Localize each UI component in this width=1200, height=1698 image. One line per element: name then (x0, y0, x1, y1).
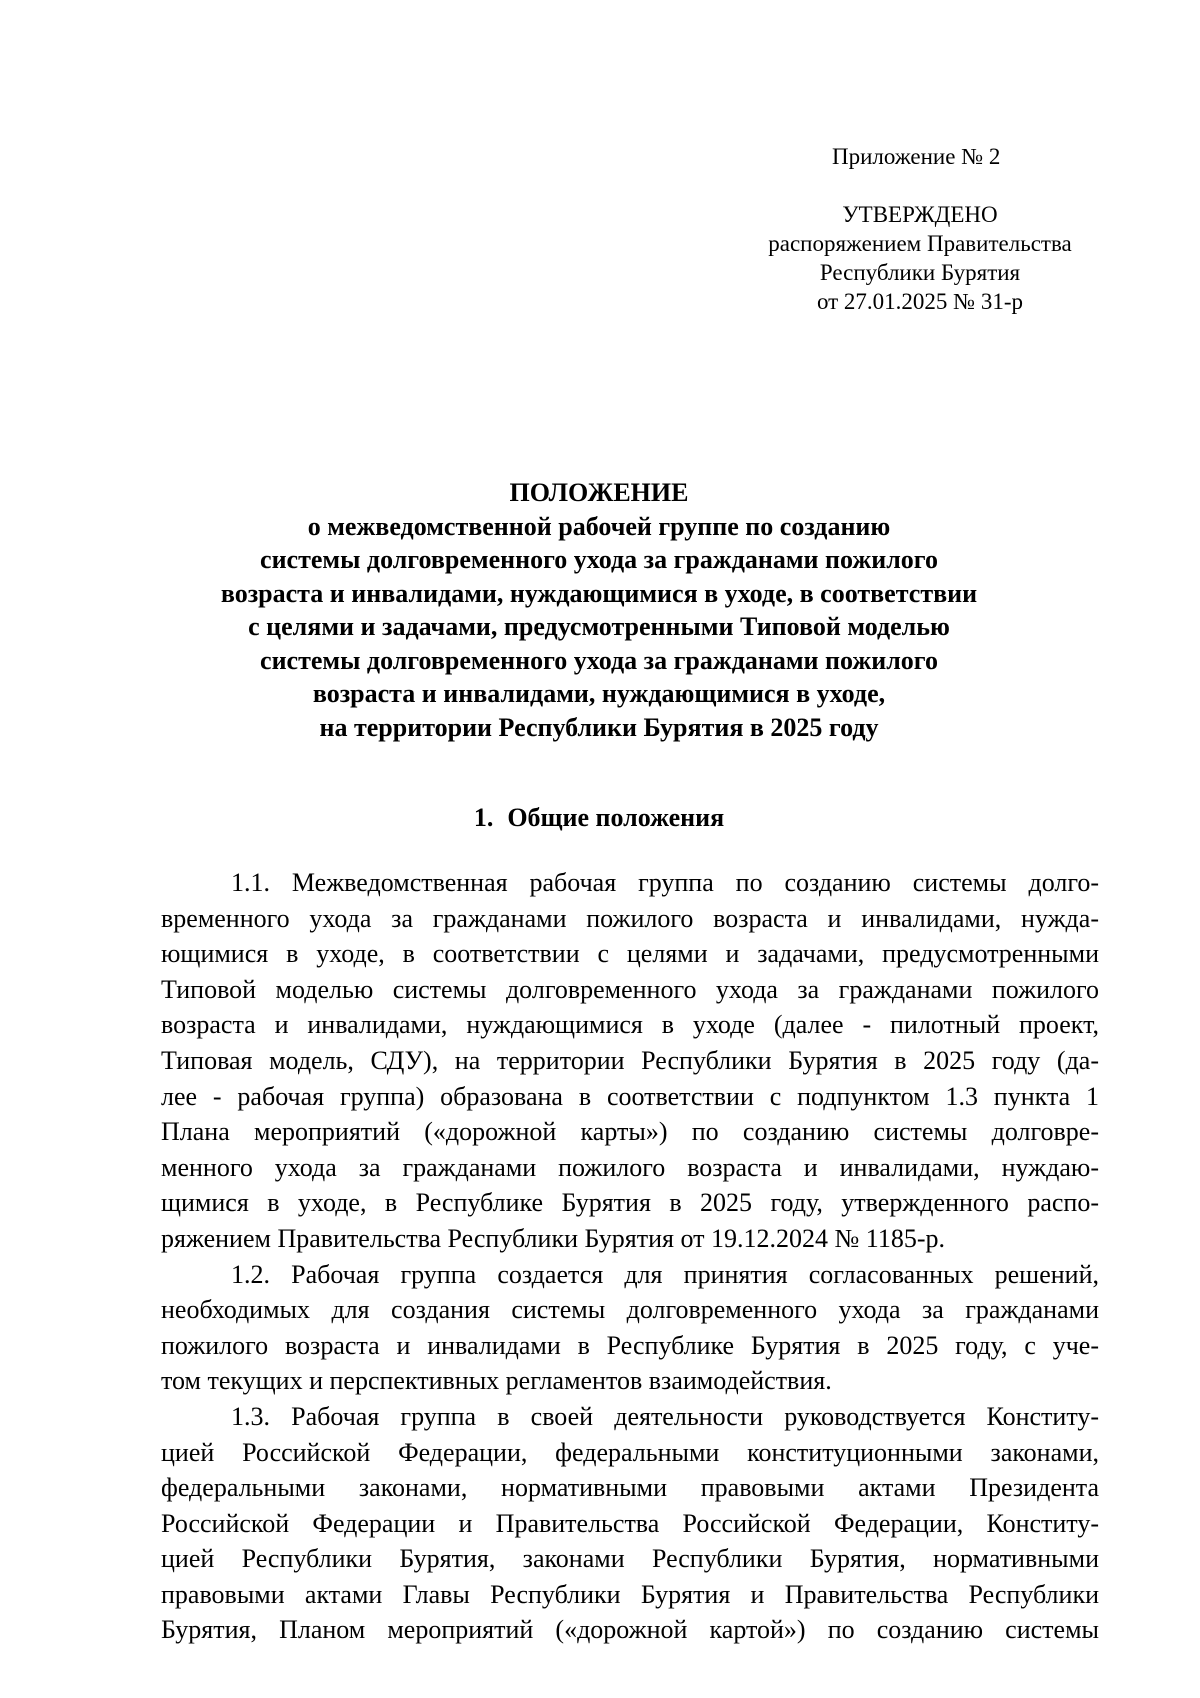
approval-title: УТВЕРЖДЕНО (842, 202, 998, 227)
title-line: системы долговременного ухода за гражданами пожилого (260, 645, 938, 675)
paragraph-line: менного ухода за гражданами пожилого возраста и инвалидами, нуждаю- (161, 1152, 1099, 1182)
paragraph-line: лее - рабочая группа) образована в соответствии с подпунктом 1.3 пункта 1 (161, 1081, 1099, 1111)
approval-line: Республики Бурятия (819, 260, 1021, 285)
section-body (161, 865, 1099, 1648)
title-line: на территории Республики Бурятия в 2025 году (319, 712, 879, 742)
paragraph-line: правовыми актами Главы Республики Бурятия и Правительства Республики (161, 1579, 1099, 1609)
title-line: с целями и задачами, предусмотренными Типовой моделью (248, 612, 950, 641)
document-title (130, 476, 1068, 744)
paragraph-line: Типовой моделью системы долговременного ухода за гражданами пожилого (161, 974, 1099, 1004)
paragraph-line: возраста и инвалидами, нуждающимися в уходе (далее - пилотный проект, (161, 1010, 1099, 1040)
approval-line: от 27.01.2025 № 31-р (816, 289, 1024, 314)
appendix-label: Приложение № 2 (832, 144, 1001, 169)
paragraph-line: ряжением Правительства Республики Бурятия от 19.12.2024 № 1185-р. (161, 1223, 945, 1253)
paragraph-line: том текущих и перспективных регламентов взаимодействия. (161, 1366, 832, 1396)
paragraph-line: ющимися в уходе, в соответствии с целями и задачами, предусмотренными (161, 939, 1099, 969)
approval-line: распоряжением Правительства (768, 231, 1072, 256)
title-line: о межведомственной рабочей группе по созданию (307, 511, 891, 541)
paragraph-line: 1.1. Межведомственная рабочая группа по созданию системы долго- (231, 868, 1099, 897)
paragraph-line: Плана мероприятий («дорожной карты») по созданию системы долговре- (161, 1117, 1099, 1147)
paragraph-line: федеральными законами, нормативными правовыми актами Президента (161, 1473, 1099, 1503)
title-line: возраста и инвалидами, нуждающимися в уходе, (312, 679, 886, 708)
title-line: возраста и инвалидами, нуждающимися в уходе, в соответствии (220, 578, 978, 608)
paragraph-line: цией Республики Бурятия, законами Республики Бурятия, нормативными (161, 1544, 1099, 1574)
paragraph-line: щимися в уходе, в Республике Бурятия в 2025 году, утвержденного распо- (161, 1188, 1099, 1218)
section-number: 1. (473, 803, 494, 832)
title-line: системы долговременного ухода за гражданами пожилого (260, 545, 938, 574)
approval-stamp (740, 200, 1100, 316)
section-title: Общие положения (507, 803, 725, 832)
paragraph-line: Бурятия, Планом мероприятий («дорожной картой») по созданию системы (161, 1615, 1099, 1645)
paragraph-line: временного ухода за гражданами пожилого возраста и инвалидами, нужда- (161, 903, 1099, 933)
paragraph-line: цией Российской Федерации, федеральными конституционными законами, (161, 1437, 1099, 1467)
title-heading: ПОЛОЖЕНИЕ (509, 478, 689, 507)
paragraph-line: 1.3. Рабочая группа в своей деятельности руководствуется Конститу- (231, 1401, 1099, 1431)
paragraph-line: Типовая модель, СДУ), на территории Республики Бурятия в 2025 году (да- (161, 1045, 1099, 1075)
paragraph-line: необходимых для создания системы долговременного ухода за гражданами (161, 1295, 1099, 1325)
paragraph-line: Российской Федерации и Правительства Российской Федерации, Конститу- (161, 1508, 1099, 1538)
section-heading (130, 801, 1068, 835)
paragraph-line: 1.2. Рабочая группа создается для принятия согласованных решений, (231, 1259, 1099, 1289)
paragraph-line: пожилого возраста и инвалидами в Республике Бурятия в 2025 году, с уче- (161, 1330, 1099, 1360)
